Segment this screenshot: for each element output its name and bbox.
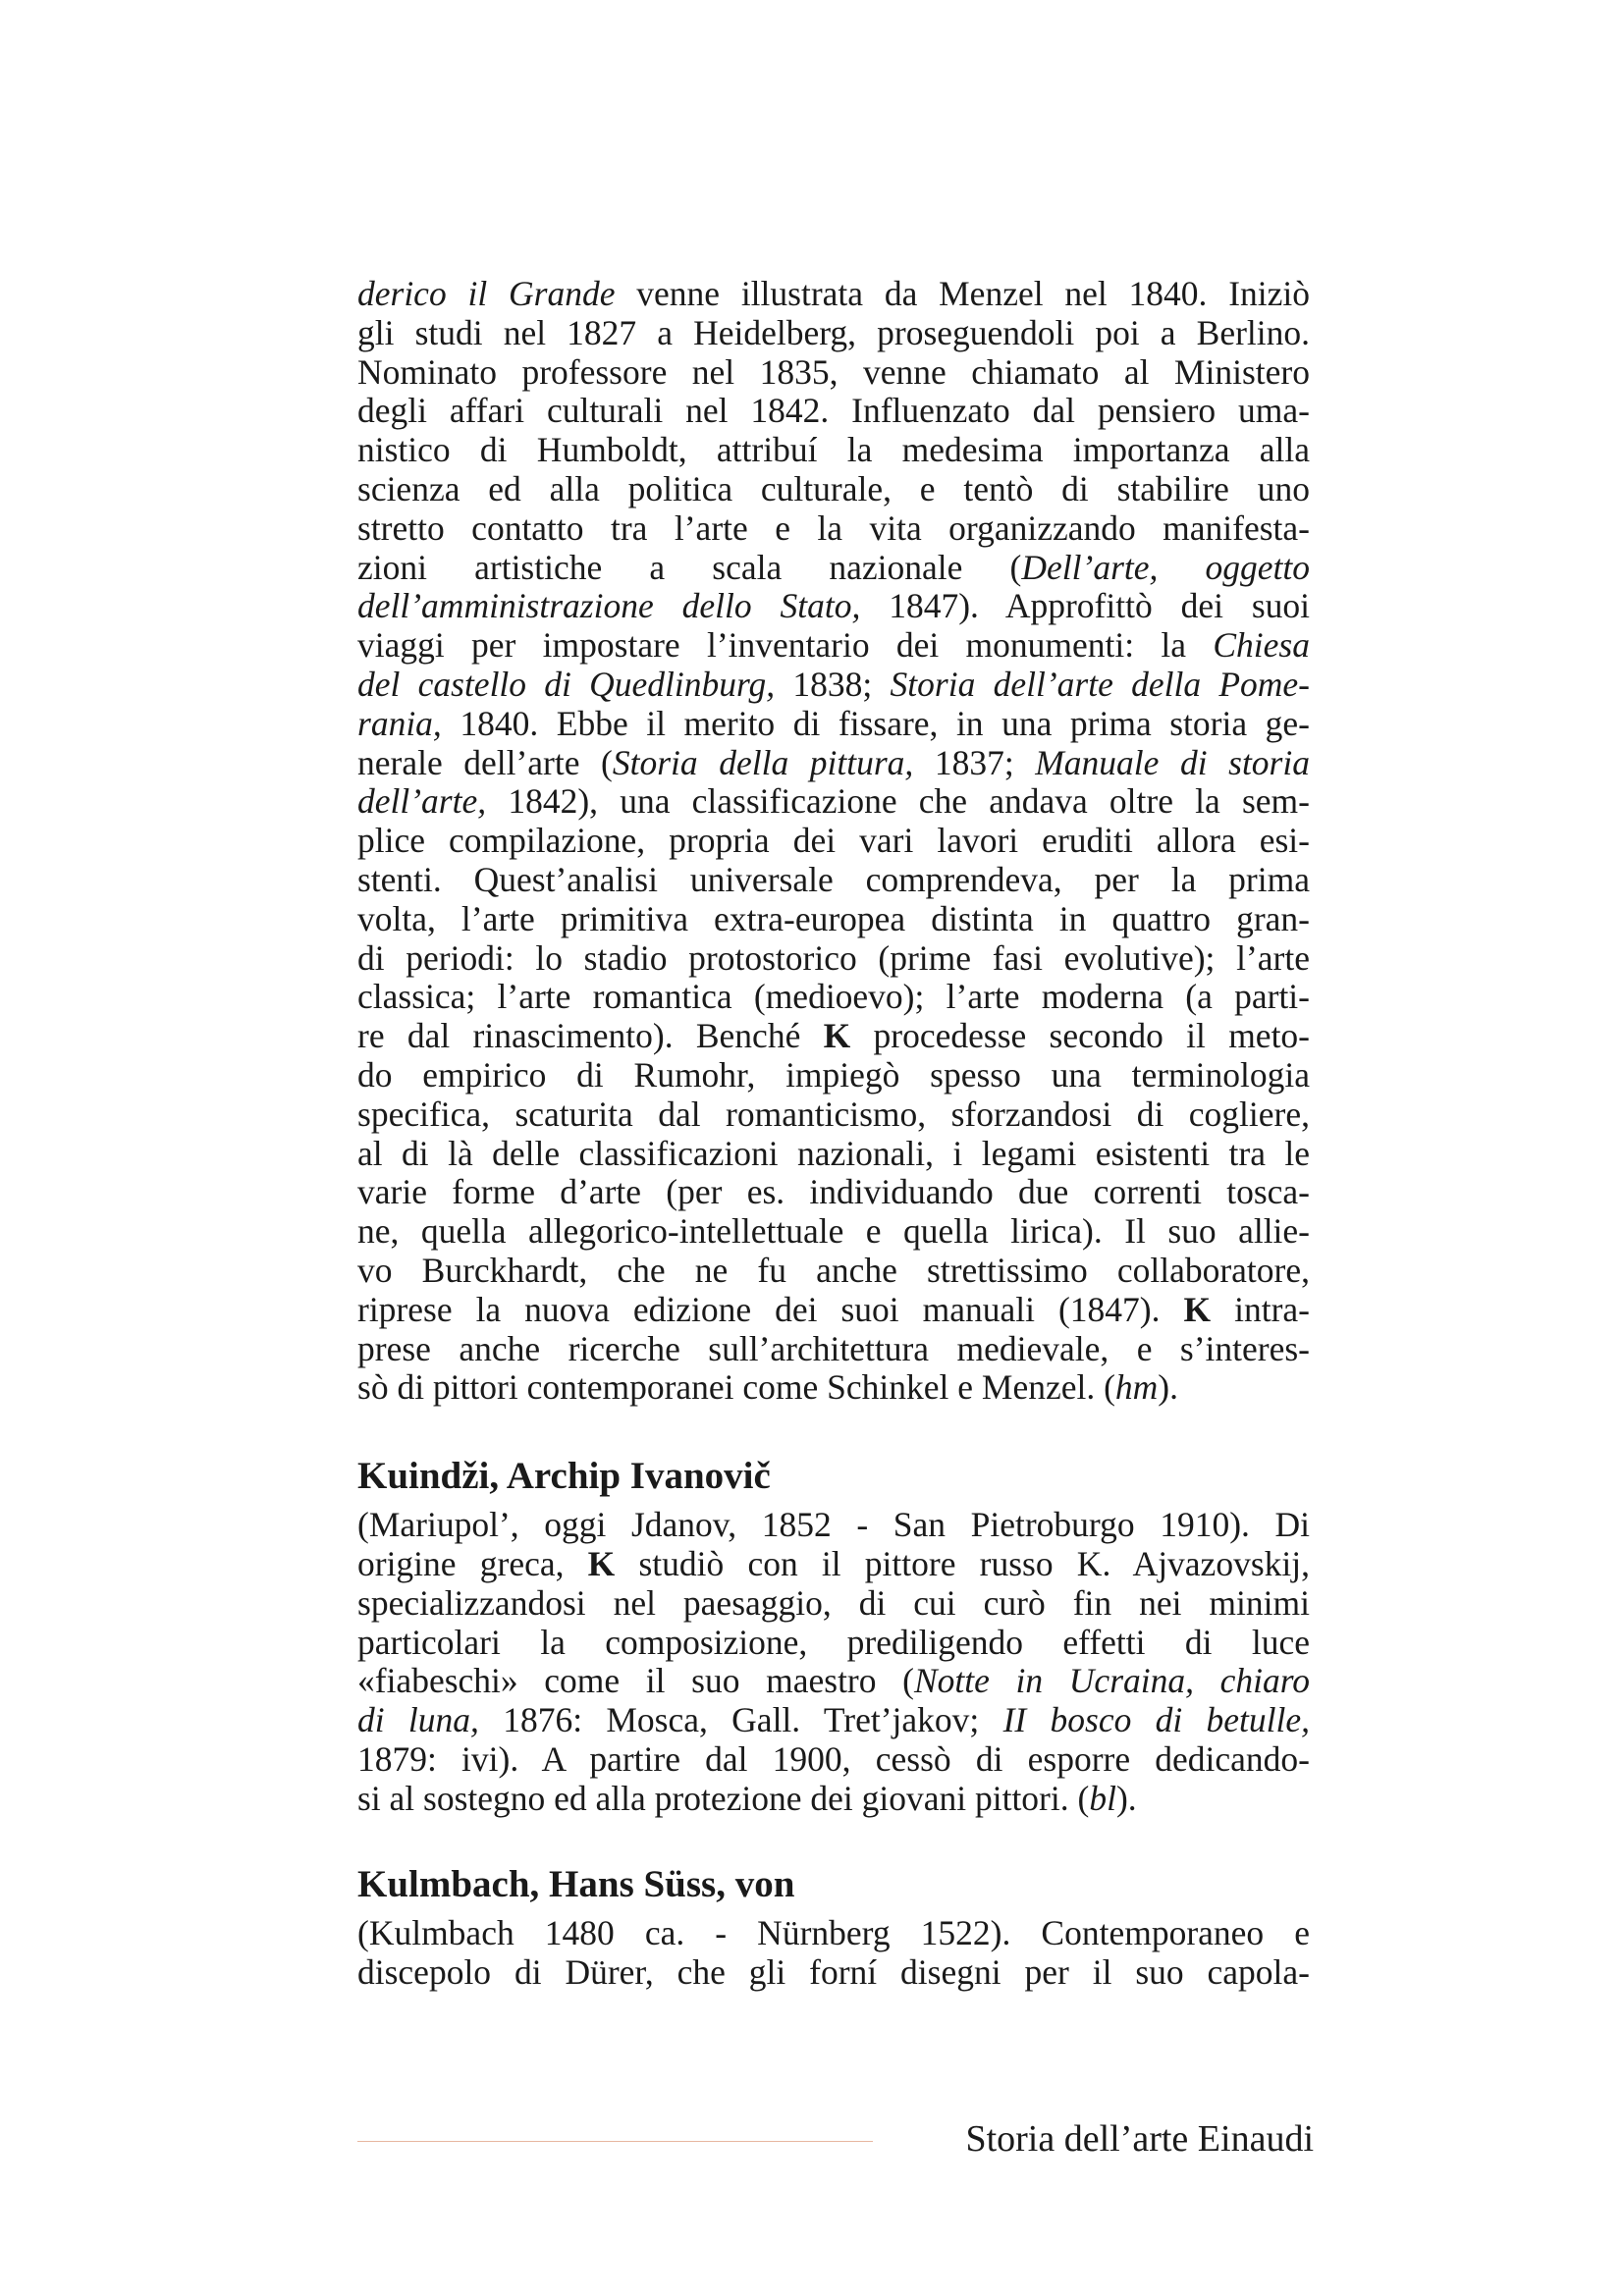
continuation-line: al di là delle classificazioni nazionali, i legami esistenti tra le <box>357 1133 1310 1173</box>
continuation-line: prese anche ricerche sull’architettura medievale, e s’interes- <box>357 1328 1310 1368</box>
continuation-line: del castello di Quedlinburg, 1838; Storia dell’arte della Pome- <box>357 664 1310 704</box>
continuation-line: classica; l’arte romantica (medioevo); l’arte moderna (a parti- <box>357 977 1310 1017</box>
continuation-line: varie forme d’arte (per es. individuando due correnti tosca- <box>357 1172 1310 1212</box>
continuation-line: dell’amministrazione dello Stato, 1847). Approfittò dei suoi <box>357 586 1310 626</box>
kuindzi-line: «fiabeschi» come il suo maestro (Notte in Ucraina, chiaro <box>357 1661 1311 1701</box>
continuation-line: riprese la nuova edizione dei suoi manuali (1847). K intra- <box>357 1289 1310 1329</box>
continuation-line: rania, 1840. Ebbe il merito di fissare, in una prima storia ge- <box>357 703 1310 743</box>
continuation-line: re dal rinascimento). Benché K procedesse secondo il meto- <box>357 1016 1311 1056</box>
kuindzi-line: si al sostegno ed alla protezione dei giovani pittori. (bl). <box>357 1778 1137 1818</box>
continuation-line: volta, l’arte primitiva extra-europea distinta in quattro gran- <box>357 898 1310 938</box>
kuindzi-line: (Mariupol’, oggi Jdanov, 1852 - San Pietroburgo 1910). Di <box>357 1505 1310 1545</box>
kuindzi-line: origine greca, K studiò con il pittore russo K. Ajvazovskij, <box>357 1543 1310 1583</box>
continuation-line: di periodi: lo stadio protostorico (prime fasi evolutive); l’arte <box>357 937 1310 978</box>
entry-body-kuindzi <box>357 1506 1310 1818</box>
continuation-line: derico il Grande venne illustrata da Menzel nel 1840. Iniziò <box>357 274 1310 313</box>
continuation-line: ne, quella allegorico-intellettuale e quella lirica). Il suo allie- <box>357 1211 1310 1252</box>
kulmbach-line: discepolo di Dürer, che gli forní disegni per il suo capola- <box>357 1952 1310 1993</box>
continuation-line: vo Burckhardt, che ne fu anche strettissimo collaboratore, <box>357 1250 1310 1290</box>
continuation-line: gli studi nel 1827 a Heidelberg, proseguendoli poi a Berlino. <box>357 312 1310 352</box>
continuation-line: stenti. Quest’analisi universale comprendeva, per la prima <box>357 859 1310 899</box>
continuation-line: do empirico di Rumohr, impiegò spesso una terminologia <box>357 1054 1310 1095</box>
continuation-line: nerale dell’arte (Storia della pittura, 1837; Manuale di storia <box>357 742 1310 782</box>
continuation-line: degli affari culturali nel 1842. Influenzato dal pensiero uma- <box>357 391 1310 431</box>
kulmbach-line: (Kulmbach 1480 ca. - Nürnberg 1522). Contemporaneo e <box>357 1913 1310 1953</box>
continuation-line: specifica, scaturita dal romanticismo, sforzandosi di cogliere, <box>357 1094 1310 1134</box>
kuindzi-line: di luna, 1876: Mosca, Gall. Tret’jakov; II bosco di betulle, <box>357 1700 1311 1740</box>
entry-continuation-paragraph <box>357 275 1310 1408</box>
entry-body-kulmbach <box>357 1914 1310 1993</box>
entry-heading-kuindzi: Kuindži, Archip Ivanovič <box>357 1455 771 1498</box>
continuation-line: scienza ed alla politica culturale, e tentò di stabilire uno <box>357 468 1310 508</box>
continuation-line: viaggi per impostare l’inventario dei monumenti: la Chiesa <box>357 625 1310 666</box>
kuindzi-line: particolari la composizione, prediligendo effetti di luce <box>357 1622 1310 1662</box>
page-body <box>357 275 1310 1993</box>
kuindzi-line: specializzandosi nel paesaggio, di cui curò fin nei minimi <box>357 1582 1310 1623</box>
footer-publication-title: Storia dell’arte Einaudi <box>965 2118 1314 2160</box>
footer-rule <box>357 2141 873 2142</box>
continuation-line: Nominato professore nel 1835, venne chiamato al Ministero <box>357 351 1310 392</box>
continuation-line: zioni artistiche a scala nazionale (Dell’arte, oggetto <box>357 547 1311 587</box>
continuation-line: dell’arte, 1842), una classificazione che andava oltre la sem- <box>357 781 1310 822</box>
entry-heading-kulmbach: Kulmbach, Hans Süss, von <box>357 1863 795 1906</box>
continuation-line: sò di pittori contemporanei come Schinkel e Menzel. (hm). <box>357 1367 1178 1408</box>
continuation-line: nistico di Humboldt, attribuí la medesima importanza alla <box>357 430 1310 470</box>
continuation-line: stretto contatto tra l’arte e la vita organizzando manifesta- <box>357 507 1310 548</box>
continuation-line: plice compilazione, propria dei vari lavori eruditi allora esi- <box>357 821 1310 861</box>
kuindzi-line: 1879: ivi). A partire dal 1900, cessò di esporre dedicando- <box>357 1738 1310 1779</box>
